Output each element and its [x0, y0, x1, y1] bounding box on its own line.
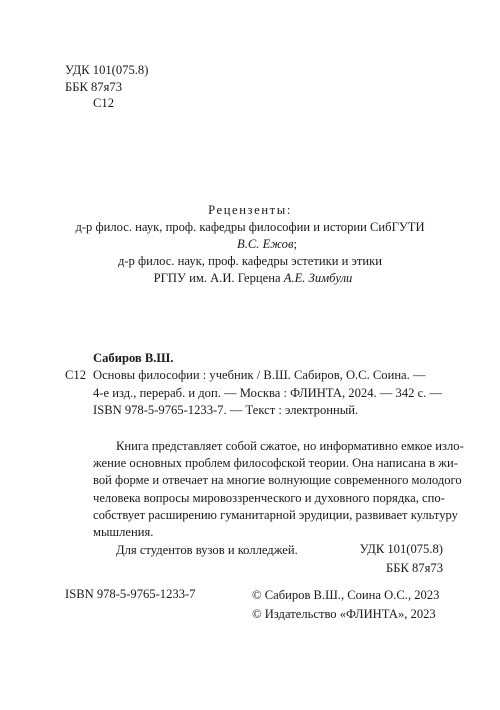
reviewer2-affiliation-line2-row	[0, 270, 500, 287]
reviewer2-name: А.Е. Зимбули	[283, 271, 353, 285]
reviewer1-affiliation: д-р филос. наук, проф. кафедры философии и истории СибГУТИ	[75, 220, 425, 234]
udc-code: УДК 101(075.8)	[65, 63, 149, 77]
bib-code: С12	[65, 368, 86, 383]
annotation-line: Книга представляет собой сжатое, но информативно емкое изло-	[116, 439, 464, 453]
annotation-audience: Для студентов вузов и колледжей.	[116, 543, 298, 558]
annotation-line: мышления.	[93, 525, 154, 540]
reviewer1-name	[0, 236, 500, 253]
copyright-authors: © Сабиров В.Ш., Соина О.С., 2023	[252, 588, 440, 602]
bbk-code-bottom: ББК 87я73	[386, 560, 443, 575]
annotation-line: жение основных проблем философской теории. Она написана в жи-	[93, 456, 458, 471]
reviewer1-name-text: В.С. Ежов	[237, 237, 294, 251]
isbn: ISBN 978-5-9765-1233-7	[65, 587, 196, 601]
annotation-line: человека вопросы мировоззренческого и духовного порядка, спо-	[93, 490, 445, 505]
bib-line1-row	[65, 367, 465, 384]
copyright-publisher: © Издательство «ФЛИНТА», 2023	[252, 607, 436, 621]
author-mark: С12	[93, 96, 114, 110]
bibliographic-entry	[65, 350, 465, 419]
classification-codes	[65, 62, 148, 112]
isbn-footer	[65, 586, 195, 602]
reviewers-heading: Рецензенты:	[208, 203, 292, 217]
reviewer2-affiliation-line1: д-р филос. наук, проф. кафедры эстетики и этики	[117, 254, 383, 268]
reviewer1-separator: ;	[293, 237, 297, 251]
udc-code-bottom: УДК 101(075.8)	[359, 542, 443, 556]
reviewers-block	[0, 202, 500, 287]
annotation-line: собствует расширению гуманитарной эрудиции, развивает культуру	[93, 507, 458, 522]
bib-line1: Основы философии : учебник / В.Ш. Сабиров, О.С. Соина. —	[93, 368, 426, 383]
classification-codes-bottom	[360, 540, 443, 577]
bib-author: Сабиров В.Ш.	[93, 351, 174, 365]
bib-line3: ISBN 978-5-9765-1233-7. — Текст : электронный.	[93, 402, 359, 417]
bbk-code: ББК 87я73	[65, 79, 122, 94]
reviewer2-affiliation-line2: РГПУ им. А.И. Герцена	[153, 271, 281, 285]
annotation-line: вой форме и отвечает на многие волнующие современного молодого	[93, 473, 462, 488]
bib-line2: 4-е изд., перераб. и доп. — Москва : ФЛИНТА, 2024. — 342 с. —	[93, 385, 443, 400]
copyright-notices	[252, 586, 439, 624]
